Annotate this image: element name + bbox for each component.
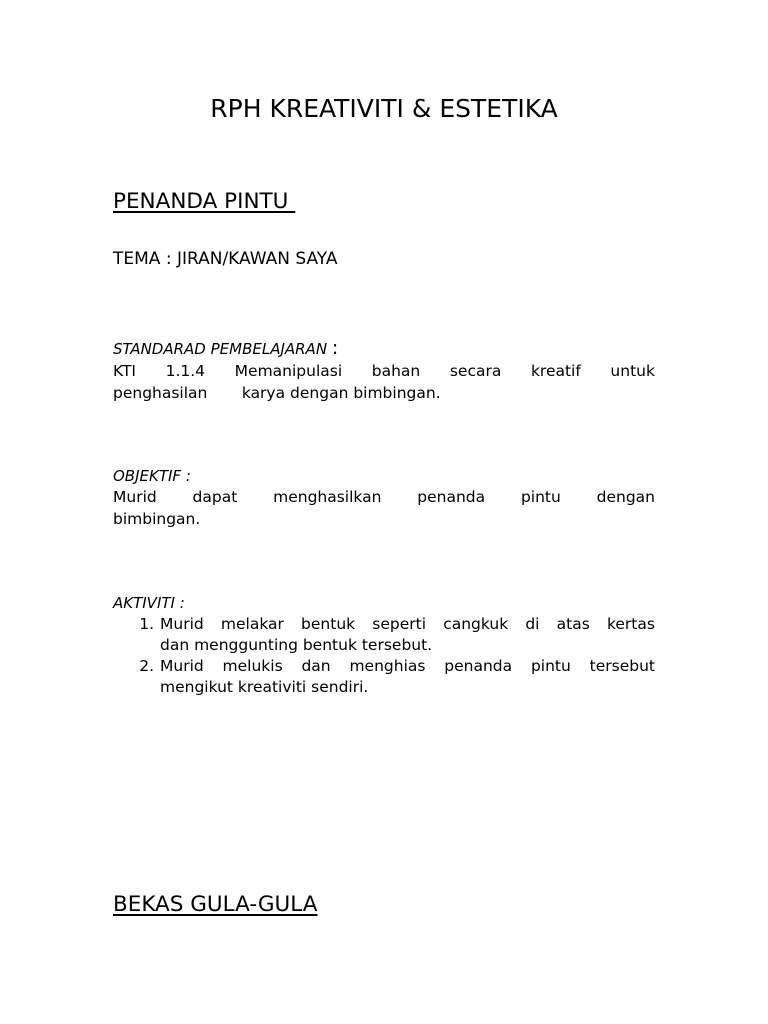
list-item bbox=[113, 614, 655, 656]
word: Memanipulasi bbox=[234, 362, 343, 380]
word: penanda bbox=[417, 488, 486, 506]
word: menghias bbox=[349, 657, 426, 675]
word: KTI bbox=[113, 362, 137, 380]
word: pintu bbox=[520, 488, 561, 506]
list-item-line-2: mengikut kreativiti sendiri. bbox=[160, 678, 369, 696]
aktiviti-label: AKTIVITI : bbox=[113, 594, 185, 612]
word: dengan bbox=[596, 488, 655, 506]
tema-line: TEMA : JIRAN/KAWAN SAYA bbox=[113, 249, 338, 269]
standard-label-row bbox=[113, 338, 338, 359]
word: pintu bbox=[530, 657, 571, 675]
word: dan bbox=[301, 657, 331, 675]
word: menghasilkan bbox=[273, 488, 382, 506]
word: kertas bbox=[606, 615, 655, 633]
section-heading-bekas-gula-gula: BEKAS GULA-GULA bbox=[113, 892, 318, 917]
objektif-line-1 bbox=[113, 486, 655, 508]
standard-colon: : bbox=[331, 337, 339, 359]
word: Murid bbox=[113, 488, 157, 506]
list-item-number-wrap bbox=[113, 656, 160, 698]
list-item bbox=[113, 656, 655, 698]
word: cangkuk bbox=[443, 615, 509, 633]
objektif-paragraph bbox=[113, 486, 655, 530]
word: penanda bbox=[444, 657, 513, 675]
list-item-line-1 bbox=[160, 656, 655, 677]
standard-label: STANDARAD PEMBELAJARAN bbox=[113, 340, 328, 358]
word: secara bbox=[449, 362, 502, 380]
word: melukis bbox=[222, 657, 283, 675]
list-item-number: 2. bbox=[139, 657, 154, 675]
objektif-label: OBJEKTIF : bbox=[113, 467, 191, 485]
word: seperti bbox=[372, 615, 427, 633]
section-heading-penanda-pintu: PENANDA PINTU bbox=[113, 189, 296, 214]
word: di bbox=[525, 615, 540, 633]
word: bahan bbox=[371, 362, 421, 380]
word: tersebut bbox=[589, 657, 655, 675]
list-item-number: 1. bbox=[139, 615, 154, 633]
standard-line-2: penghasilan karya dengan bimbingan. bbox=[113, 384, 441, 402]
word: 1.1.4 bbox=[165, 362, 206, 380]
word: melakar bbox=[220, 615, 284, 633]
word: untuk bbox=[610, 362, 655, 380]
aktiviti-list bbox=[113, 614, 655, 698]
objektif-line-2: bimbingan. bbox=[113, 510, 201, 528]
word: kreatif bbox=[530, 362, 581, 380]
document-title: RPH KREATIVITI & ESTETIKA bbox=[210, 94, 558, 123]
list-item-line-2: dan menggunting bentuk tersebut. bbox=[160, 636, 433, 654]
list-item-line-1 bbox=[160, 614, 655, 635]
list-item-number-wrap bbox=[113, 614, 160, 656]
word: Murid bbox=[160, 615, 204, 633]
standard-paragraph bbox=[113, 360, 655, 404]
word: dapat bbox=[192, 488, 238, 506]
standard-line-1 bbox=[113, 360, 655, 382]
list-item-text bbox=[160, 656, 655, 698]
list-item-text bbox=[160, 614, 655, 656]
word: bentuk bbox=[301, 615, 356, 633]
word: Murid bbox=[160, 657, 204, 675]
word: atas bbox=[556, 615, 590, 633]
